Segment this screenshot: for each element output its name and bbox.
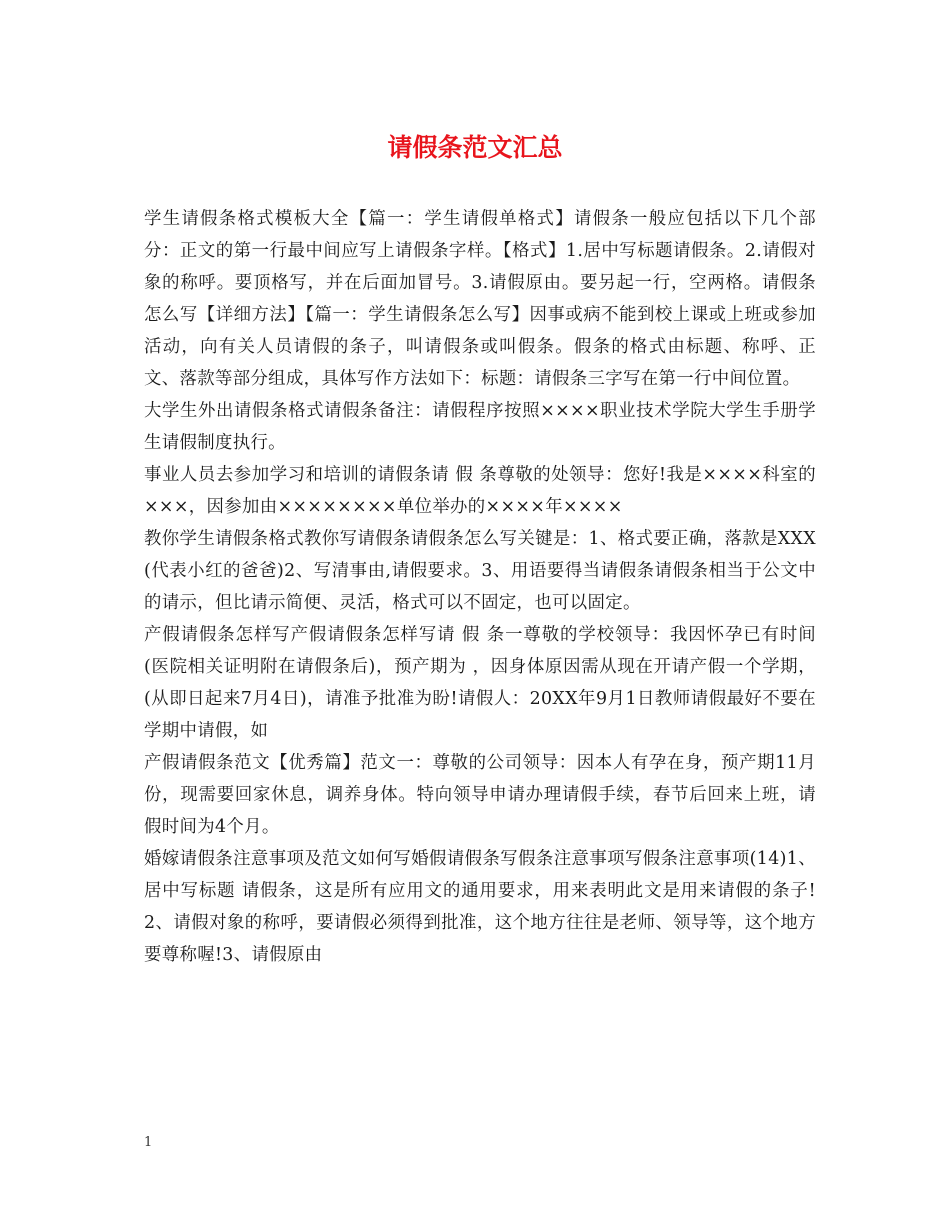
paragraph-7: 婚嫁请假条注意事项及范文如何写婚假请假条写假条注意事项写假条注意事项(14)1、居中写标题 请假条，这是所有应用文的通用要求，用来表明此文是用来请假的条子!2、请假对象的称呼，要请假必须得到批准，这个地方往往是老师、领导等，这个地方要尊称喔!3、请假原由 [144,849,816,965]
paragraph-2: 大学生外出请假条格式请假条备注：请假程序按照××××职业技术学院大学生手册学生请假制度执行。 [144,401,816,453]
paragraph-6: 产假请假条范文【优秀篇】范文一：尊敬的公司领导：因本人有孕在身，预产期11月份，现需要回家休息，调养身体。特向领导申请办理请假手续，春节后回来上班，请假时间为4个月。 [144,753,816,837]
paragraph-4: 教你学生请假条格式教你写请假条请假条怎么写关键是：1、格式要正确，落款是XXX(代表小红的爸爸)2、写清事由,请假要求。3、用语要得当请假条请假条相当于公文中的请示，但比请示简便、灵活，格式可以不固定，也可以固定。 [144,529,816,613]
page-number: 1 [144,1135,153,1150]
document-body [144,203,816,971]
paragraph-1: 学生请假条格式模板大全【篇一：学生请假单格式】请假条一般应包括以下几个部分：正文的第一行最中间应写上请假条字样。【格式】1.居中写标题请假条。2.请假对象的称呼。要顶格写，并在后面加冒号。3.请假原由。要另起一行，空两格。请假条怎么写【详细方法】【篇一：学生请假条怎么写】因事或病不能到校上课或上班或参加活动，向有关人员请假的条子，叫请假条或叫假条。假条的格式由标题、称呼、正文、落款等部分组成，具体写作方法如下：标题：请假条三字写在第一行中间位置。 [144,209,816,389]
document-title: 请假条范文汇总 [387,133,563,162]
paragraph-5: 产假请假条怎样写产假请假条怎样写请 假 条一尊敬的学校领导：我因怀孕已有时间(医院相关证明附在请假条后)，预产期为 ，因身体原因需从现在开请产假一个学期，(从即日起来7月4日)，请准予批准为盼!请假人：20XX年9月1日教师请假最好不要在学期中请假，如 [144,625,816,741]
paragraph-3: 事业人员去参加学习和培训的请假条请 假 条尊敬的处领导：您好!我是××××科室的×××，因参加由××××××××单位举办的××××年×××× [144,465,816,517]
